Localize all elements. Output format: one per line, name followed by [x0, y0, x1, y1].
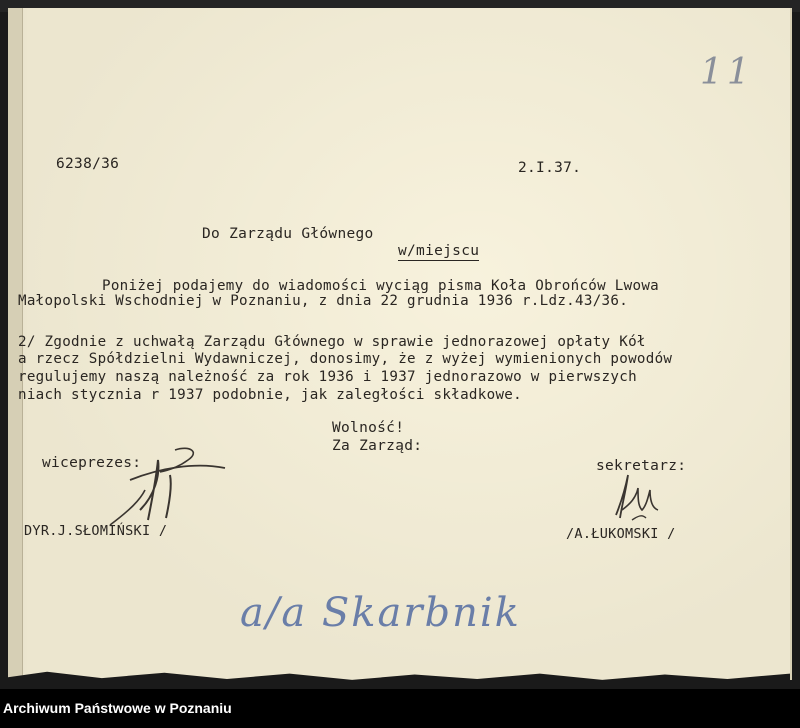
body-para2-line3: regulujemy naszą należność za rok 1936 i 1937 jednorazowo w pierwszych	[18, 369, 637, 385]
body-para1-line2: Małopolski Wschodniej w Poznaniu, z dnia 22 grudnia 1936 r.Ldz.43/36.	[18, 293, 629, 309]
reference-number: 6238/36	[56, 156, 120, 172]
closing-for-board: Za Zarząd:	[332, 438, 423, 454]
addressee-line-2: w/miejscu	[398, 243, 480, 259]
left-signatory-name: DYR.J.SŁOMIŃSKI /	[24, 523, 168, 539]
addressee-line-1: Do Zarządu Głównego	[202, 226, 374, 242]
left-signature	[100, 440, 240, 530]
right-signatory-title: sekretarz:	[596, 458, 687, 474]
body-para2-line2: a rzecz Spółdzielni Wydawniczej, donosimy, że z wyżej wymienionych powodów	[18, 351, 673, 367]
handwritten-note: a/a Skarbnik	[240, 590, 521, 636]
archive-footer-text: Archiwum Państwowe w Poznaniu	[3, 700, 232, 716]
handwritten-page-number: 11	[700, 52, 754, 93]
closing-salute: Wolność!	[332, 420, 405, 436]
document-date: 2.I.37.	[518, 160, 582, 176]
right-signature	[608, 470, 668, 525]
body-para1-line1: Poniżej podajemy do wiadomości wyciąg pisma Koła Obrońców Lwowa	[102, 278, 660, 294]
body-para2-line1: 2/ Zgodnie z uchwałą Zarządu Głównego w sprawie jednorazowej opłaty Kół	[18, 334, 646, 350]
right-signatory-name: /A.ŁUKOMSKI /	[566, 526, 676, 542]
body-para2-line4: niach stycznia r 1937 podobnie, jak zaległości składkowe.	[18, 387, 522, 403]
left-signatory-title: wiceprezes:	[42, 455, 142, 471]
